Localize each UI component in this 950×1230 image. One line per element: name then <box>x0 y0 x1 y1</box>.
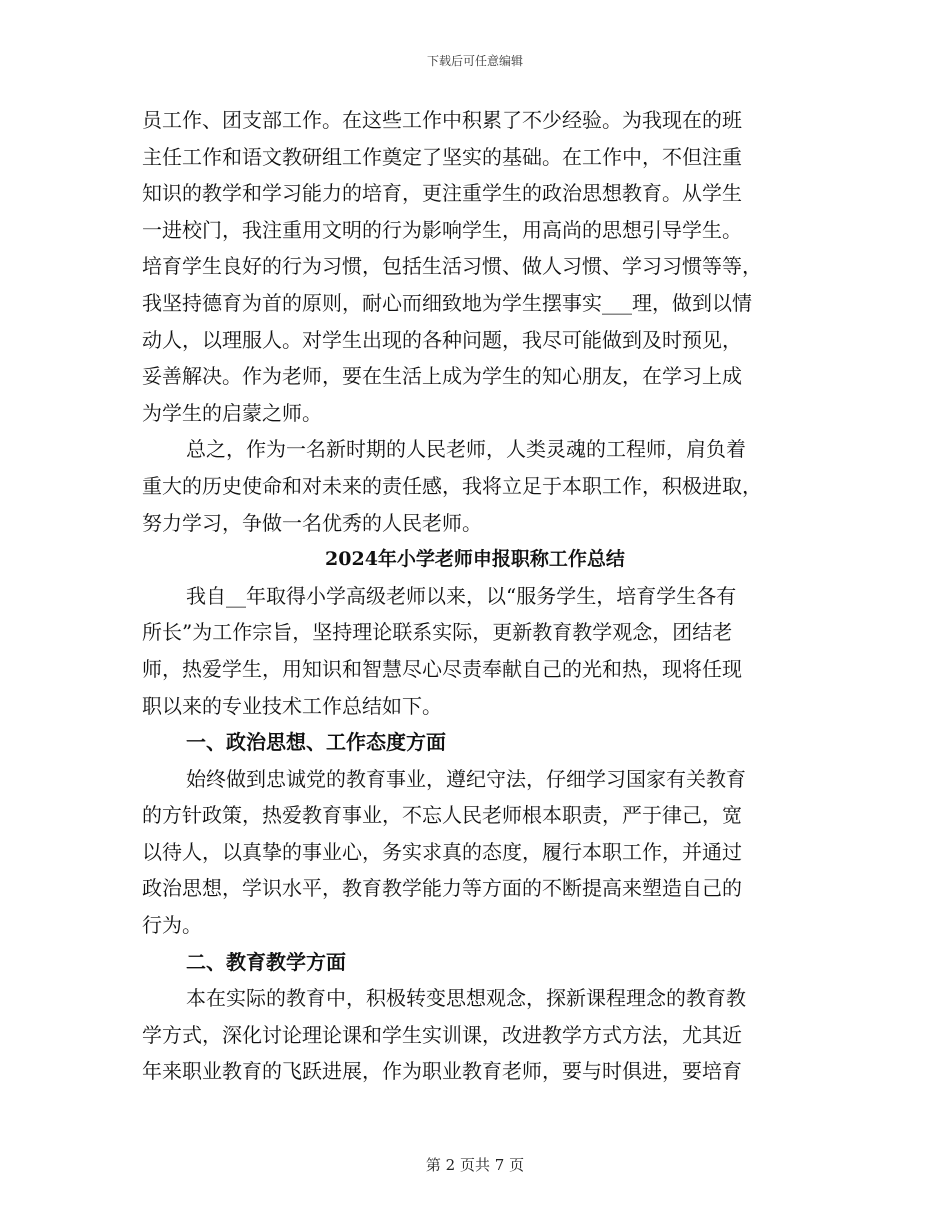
body-line: 的方针政策，热爱教育事业，不忘人民老师根本职责，严于律己，宽 <box>142 803 742 828</box>
body-line: 行为。 <box>142 913 202 938</box>
body-line: 努力学习，争做一名优秀的人民老师。 <box>142 510 482 535</box>
body-line: 知识的教学和学习能力的培育，更注重学生的政治思想教育。从学生 <box>142 181 742 206</box>
body-line: 师，热爱学生，用知识和智慧尽心尽责奉献自己的光和热，现将任现 <box>142 656 742 681</box>
body-line: 所长”为工作宗旨，坚持理论联系实际，更新教育教学观念，团结老 <box>142 620 733 645</box>
body-line: 政治思想，学识水平，教育教学能力等方面的不断提高来塑造自己的 <box>142 876 742 901</box>
body-line: 为学生的启蒙之师。 <box>142 400 322 425</box>
document-body <box>142 102 808 1090</box>
body-line: 培育学生良好的行为习惯，包括生活习惯、做人习惯、学习习惯等等， <box>142 254 762 279</box>
body-line: 学方式，深化讨论理论课和学生实训课，改进教学方式方法，尤其近 <box>142 1022 742 1047</box>
subheading-teaching: 二、教育教学方面 <box>186 949 346 974</box>
subheading-political: 一、政治思想、工作态度方面 <box>186 730 446 755</box>
body-line: 职以来的专业技术工作总结如下。 <box>142 693 442 718</box>
paragraph-first-line: 始终做到忠诚党的教育事业，遵纪守法，仔细学习国家有关教育 <box>186 766 746 791</box>
body-line: 妥善解决。作为老师，要在生活上成为学生的知心朋友，在学习上成 <box>142 364 742 389</box>
page-header: 下载后可任意编辑 <box>426 54 523 68</box>
paragraph-first-line: 我自__年取得小学高级老师以来，以“服务学生，培育学生各有 <box>186 583 737 608</box>
body-line: 年来职业教育的飞跃进展，作为职业教育老师，要与时俱进，要培育 <box>142 1059 742 1084</box>
body-line: 我坚持德育为首的原则，耐心而细致地为学生摆事实___理，做到以情 <box>142 290 752 315</box>
body-line: 主任工作和语文教研组工作奠定了坚实的基础。在工作中，不但注重 <box>142 144 742 169</box>
body-line: 员工作、团支部工作。在这些工作中积累了不少经验。为我现在的班 <box>142 108 742 132</box>
body-line: 一进校门，我注重用文明的行为影响学生，用高尚的思想引导学生。 <box>142 217 742 242</box>
body-line: 以待人，以真挚的事业心，务实求真的态度，履行本职工作，并通过 <box>142 839 742 864</box>
paragraph-first-line: 总之，作为一名新时期的人民老师，人类灵魂的工程师，肩负着 <box>186 437 746 462</box>
body-line: 动人，以理服人。对学生出现的各种问题，我尽可能做到及时预见， <box>142 327 742 352</box>
section-title: 2024年小学老师申报职称工作总结 <box>325 548 625 571</box>
page-number-footer: 第 2 页共 7 页 <box>425 1156 525 1174</box>
paragraph-first-line: 本在实际的教育中，积极转变思想观念，探新课程理念的教育教 <box>186 986 746 1011</box>
body-line: 重大的历史使命和对未来的责任感，我将立足于本职工作，积极进取， <box>142 473 762 498</box>
